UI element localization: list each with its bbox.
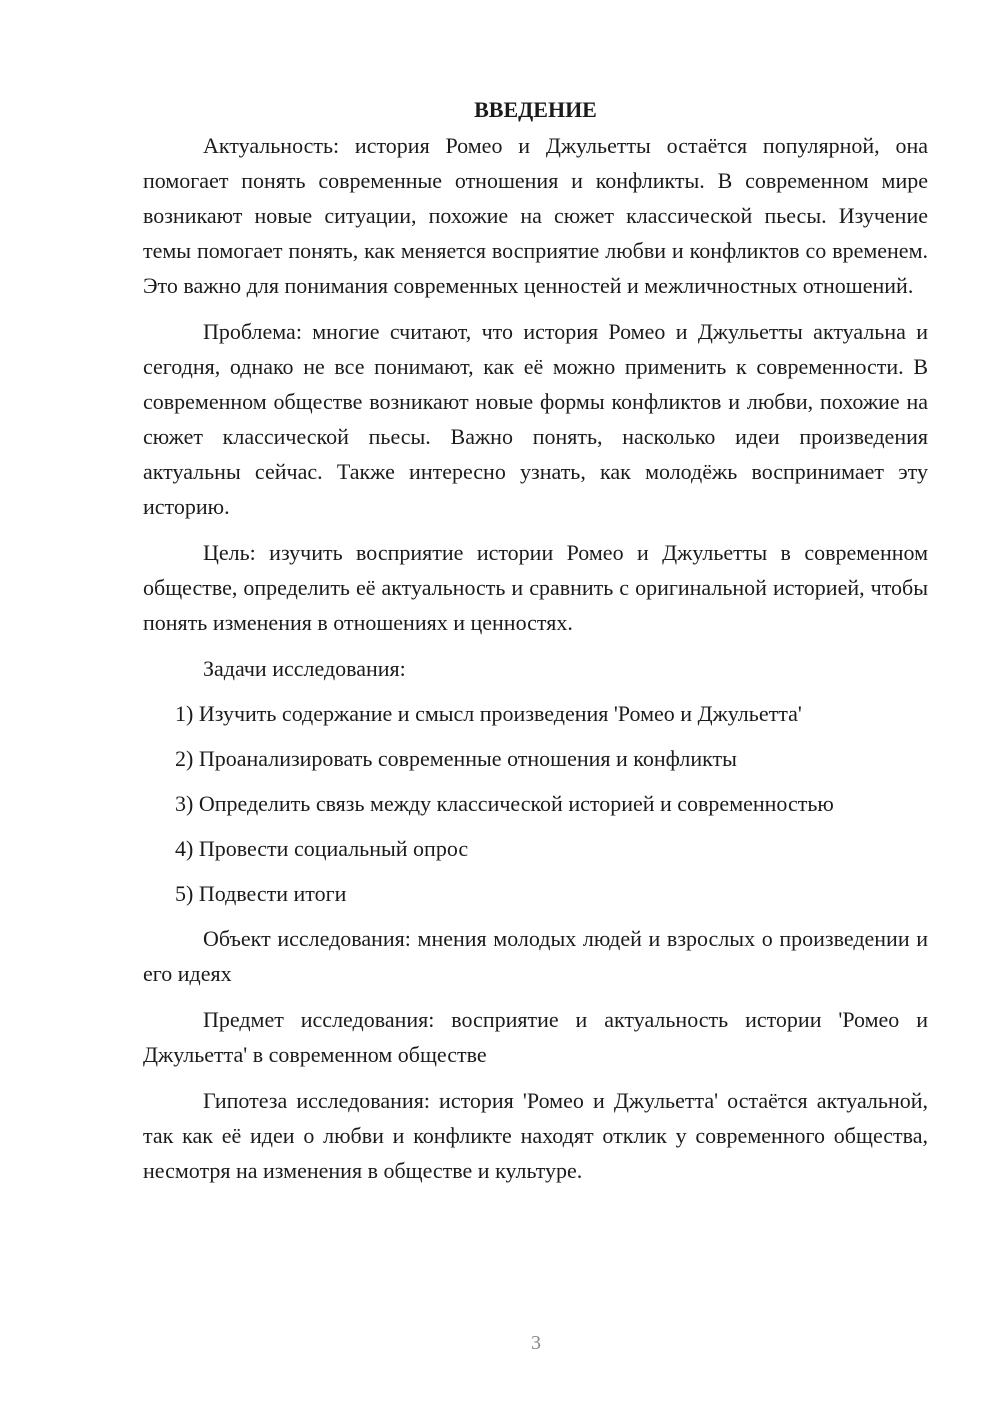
task-item: 2) Проанализировать современные отношения и конфликты — [175, 746, 737, 771]
task-list — [143, 696, 928, 911]
task-item: 5) Подвести итоги — [175, 881, 347, 906]
page-number: 3 — [531, 1332, 541, 1354]
task-item: 3) Определить связь между классической историей и современностью — [175, 791, 834, 816]
hypothesis-paragraph: Гипотеза исследования: история 'Ромео и Джульетта' остаётся актуальной, так как её идеи о любви и конфликте находят отклик у современного общества, несмотря на изменения в обществе и культуре. — [143, 1088, 928, 1183]
document-page — [143, 92, 928, 1199]
relevance-paragraph: Актуальность: история Ромео и Джульетты остаётся популярной, она помогает понять современные отношения и конфликты. В современном мире возникают новые ситуации, похожие на сюжет классической пьесы. Изучение темы помогает понять, как меняется восприятие любви и конфликтов со временем. Это важно для понимания современных ценностей и межличностных отношений. — [143, 133, 928, 298]
goal-paragraph: Цель: изучить восприятие истории Ромео и Джульетты в современном обществе, определить её актуальность и сравнить с оригинальной историей, чтобы понять изменения в отношениях и ценностях. — [143, 540, 928, 635]
task-item: 1) Изучить содержание и смысл произведения 'Ромео и Джульетта' — [175, 701, 802, 726]
object-paragraph: Объект исследования: мнения молодых людей и взрослых о произведении и его идеях — [143, 926, 928, 986]
section-title: ВВЕДЕНИЕ — [474, 97, 597, 122]
problem-paragraph: Проблема: многие считают, что история Ромео и Джульетты актуальна и сегодня, однако не все понимают, как её можно применить к современности. В современном обществе возникают новые формы конфликтов и любви, похожие на сюжет классической пьесы. Важно понять, насколько идеи произведения актуальны сейчас. Также интересно узнать, как молодёжь воспринимает эту историю. — [143, 319, 928, 519]
tasks-heading: Задачи исследования: — [203, 656, 406, 681]
task-item: 4) Провести социальный опрос — [175, 836, 469, 861]
subject-paragraph: Предмет исследования: восприятие и актуальность истории 'Ромео и Джульетта' в современном обществе — [143, 1007, 928, 1067]
